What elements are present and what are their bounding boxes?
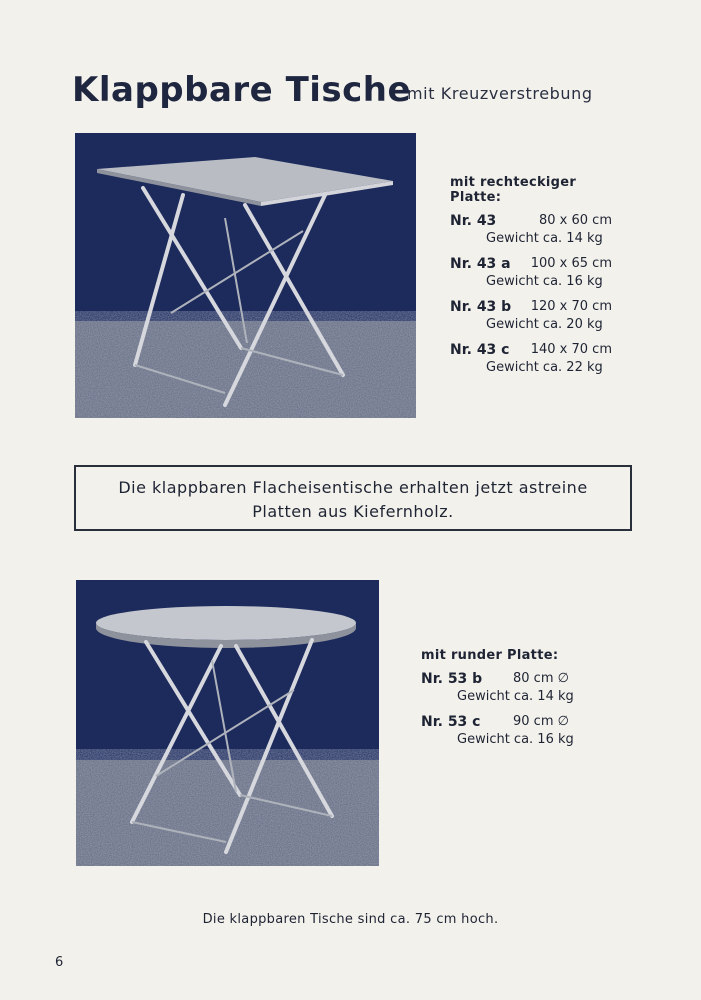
notice-line-2: Platten aus Kiefernholz. — [252, 502, 454, 521]
model-number: Nr. 43 — [450, 213, 497, 229]
model-size: 140 x 70 cm — [530, 342, 612, 357]
spec-row — [450, 299, 620, 342]
height-note: Die klappbaren Tische sind ca. 75 cm hoch. — [202, 912, 499, 927]
model-size: 100 x 65 cm — [530, 256, 612, 271]
model-number: Nr. 53 b — [421, 671, 483, 687]
model-number: Nr. 43 a — [450, 256, 511, 272]
model-weight: Gewicht ca. 14 kg — [486, 231, 603, 246]
rectangular-table-photo — [75, 133, 416, 418]
notice-line-1: Die klappbaren Flacheisentische erhalten jetzt astreine — [118, 478, 588, 497]
model-number: Nr. 43 c — [450, 342, 510, 358]
model-size: 90 cm ∅ — [513, 714, 569, 729]
page-subtitle: mit Kreuzverstrebung — [407, 84, 593, 103]
model-weight: Gewicht ca. 22 kg — [486, 360, 603, 375]
spec-row — [450, 256, 620, 299]
notice-box — [74, 465, 632, 531]
model-number: Nr. 43 b — [450, 299, 512, 315]
model-weight: Gewicht ca. 16 kg — [486, 274, 603, 289]
spec-row — [450, 342, 620, 385]
model-size: 80 cm ∅ — [513, 671, 569, 686]
model-size: 120 x 70 cm — [530, 299, 612, 314]
rectangular-table-specs — [450, 175, 620, 385]
model-weight: Gewicht ca. 16 kg — [457, 732, 574, 747]
round-table-photo — [76, 580, 379, 866]
model-size: 80 x 60 cm — [539, 213, 612, 228]
spec-row — [421, 671, 596, 714]
page-number: 6 — [55, 955, 64, 970]
spec-row — [421, 714, 596, 757]
page-title: Klappbare Tische — [72, 70, 412, 110]
spec-row — [450, 213, 620, 256]
model-weight: Gewicht ca. 20 kg — [486, 317, 603, 332]
round-table-specs — [421, 648, 596, 757]
model-weight: Gewicht ca. 14 kg — [457, 689, 574, 704]
spec-heading: mit rechteckiger Platte: — [450, 175, 577, 205]
model-number: Nr. 53 c — [421, 714, 481, 730]
spec-heading: mit runder Platte: — [421, 648, 559, 663]
